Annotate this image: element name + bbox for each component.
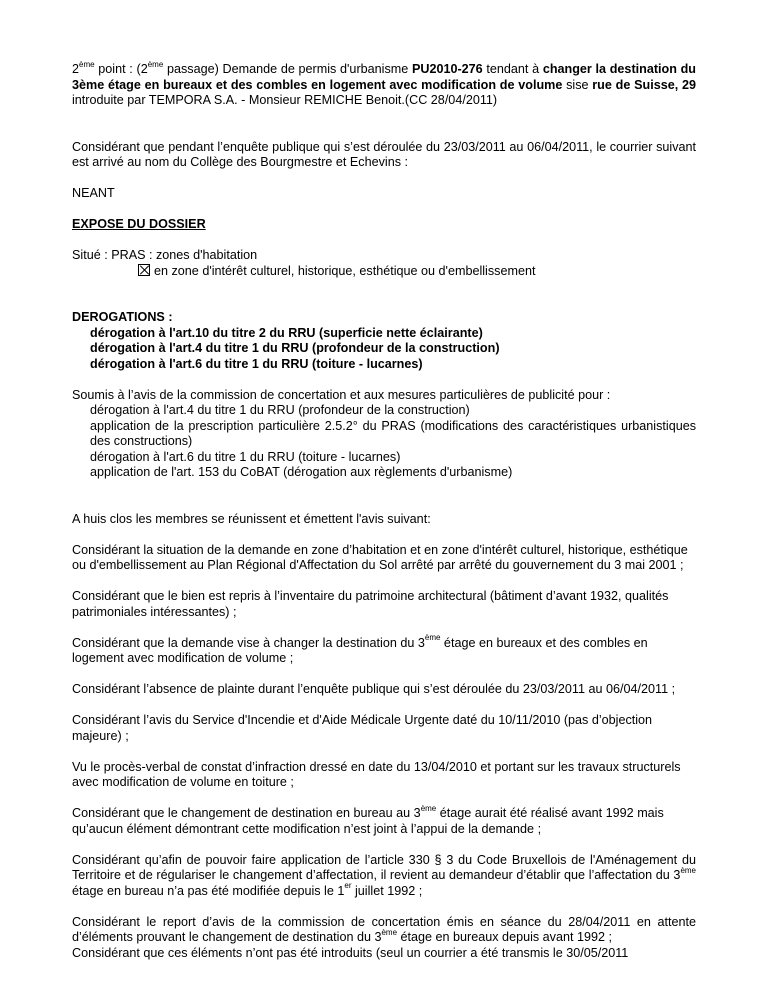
considerant-paragraph: Considérant qu’afin de pouvoir faire application de l’article 330 § 3 du Code Bruxellois de l'Aménagement du Territoire et de régulariser le changement d’affectation, il revient au demandeur d’établir que l’affectation du 3ème étage en bureau n’a pas été modifiée depuis le 1er juillet 1992 ; bbox=[72, 852, 696, 898]
soumis-item: dérogation à l'art.4 du titre 1 du RRU (profondeur de la construction) bbox=[90, 403, 470, 417]
checked-box-icon bbox=[138, 264, 150, 276]
considerant-paragraph: Vu le procès-verbal de constat d’infraction dressé en date du 13/04/2010 et portant sur les travaux structurels avec modification de volume en toiture ; bbox=[72, 759, 681, 789]
permit-object: changer la destination du 3ème étage en bureaux et des combles en logement avec modification de volume bbox=[72, 62, 696, 92]
soumis-item: application de l'art. 153 du CoBAT (dérogation aux règlements d'urbanisme) bbox=[90, 465, 513, 479]
considerant-paragraph: Considérant que la demande vise à changer la destination du 3ème étage en bureaux et des combles en logement avec modification de volume ; bbox=[72, 633, 648, 665]
derogations-title: DEROGATIONS : bbox=[72, 310, 173, 324]
considerant-paragraph: Considérant que ces éléments n’ont pas été introduits (seul un courrier a été transmis le 30/05/2011 bbox=[72, 945, 629, 960]
enquete-paragraph: Considérant que pendant l’enquête publique qui s’est déroulée du 23/03/2011 au 06/04/2011, le courrier suivant est arrivé au nom du Collège des Bourgmestre et Echevins : bbox=[72, 139, 696, 169]
huis-clos-text: A huis clos les membres se réunissent et émettent l'avis suivant: bbox=[72, 511, 431, 526]
neant-text: NEANT bbox=[72, 186, 115, 200]
considerant-paragraph: Considérant que le bien est repris à l’inventaire du patrimoine architectural (bâtiment d’avant 1932, qualités patrimoniales intéressantes) ; bbox=[72, 589, 669, 619]
document-page bbox=[72, 59, 696, 961]
considerant-paragraph: Considérant l’avis du Service d'Incendie et d'Aide Médicale Urgente daté du 10/11/2010 (pas d’objection majeure) ; bbox=[72, 713, 653, 743]
considerant-paragraph: Considérant la situation de la demande en zone d’habitation et en zone d'intérêt culturel, historique, esthétique ou d'embellissement au Plan Régional d'Affectation du Sol arrêté par arrêté du gouvernement du 3 mai 2001 ; bbox=[72, 542, 688, 572]
soumis-item: application de la prescription particulière 2.5.2° du PRAS (modifications des caractéristiques urbanistiques des constructions) bbox=[90, 418, 696, 448]
situe-line: Situé : PRAS : zones d'habitation bbox=[72, 248, 258, 262]
permit-reference: PU2010-276 bbox=[411, 62, 483, 76]
situe-zone-line: en zone d'intérêt culturel, historique, esthétique ou d'embellissement bbox=[72, 264, 696, 280]
derogation-item: dérogation à l'art.10 du titre 2 du RRU (superficie nette éclairante) bbox=[90, 325, 483, 340]
soumis-item: dérogation à l'art.6 du titre 1 du RRU (toiture - lucarnes) bbox=[90, 449, 401, 464]
point-heading: 2ème point : (2ème passage) Demande de permis d'urbanisme PU2010-276 tendant à changer la destination du 3ème étage en bureaux et des combles en logement avec modification de volume sise rue de Suisse, 29 introduite par TEMPORA S.A. - Monsieur REMICHE Benoit.(CC 28/04/2011) bbox=[72, 59, 696, 107]
soumis-intro: Soumis à l’avis de la commission de concertation et aux mesures particulières de publicité pour : bbox=[72, 387, 611, 402]
considerant-paragraph: Considérant le report d’avis de la commission de concertation émis en séance du 28/04/2011 en attente d’éléments prouvant le changement de destination du 3ème étage en bureaux depuis avant 1992 ; bbox=[72, 914, 696, 944]
derogation-item: dérogation à l'art.6 du titre 1 du RRU (toiture - lucarnes) bbox=[90, 356, 423, 371]
derogation-item: dérogation à l'art.4 du titre 1 du RRU (profondeur de la construction) bbox=[90, 341, 500, 355]
considerant-paragraph: Considérant l’absence de plainte durant l’enquête publique qui s’est déroulée du 23/03/2011 au 06/04/2011 ; bbox=[72, 682, 676, 696]
permit-address: rue de Suisse, 29 bbox=[592, 77, 696, 92]
expose-title: EXPOSE DU DOSSIER bbox=[72, 217, 206, 231]
considerant-paragraph: Considérant que le changement de destination en bureau au 3ème étage aurait été réalisé avant 1992 mais qu’aucun élément démontrant cette modification n’est joint à l’appui de la demande ; bbox=[72, 803, 664, 836]
